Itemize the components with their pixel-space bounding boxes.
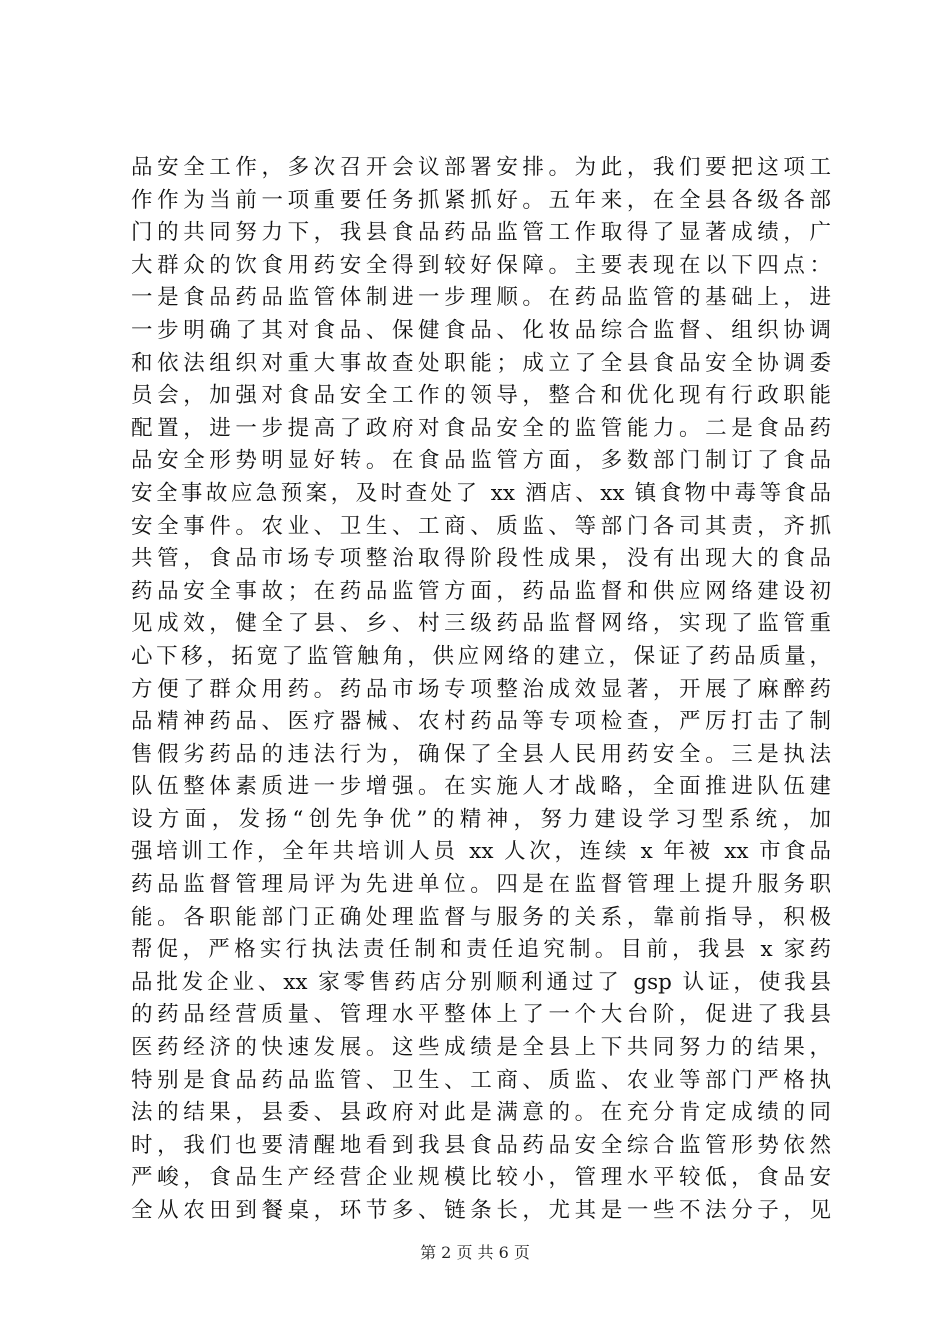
text-line: 帮促，严格实行执法责任制和责任追究制。目前，我县 x 家药 xyxy=(131,937,831,963)
text-line: 作作为当前一项重要任务抓紧抓好。五年来，在全县各级各部 xyxy=(131,187,831,213)
text-line: 员会，加强对食品安全工作的领导，整合和优化现有行政职能 xyxy=(131,383,831,409)
text-line: 一是食品药品监管体制进一步理顺。在药品监管的基础上，进 xyxy=(131,285,831,311)
text-line: 安全事故应急预案，及时查处了 xx 酒店、xx 镇食物中毒等食品 xyxy=(131,480,831,506)
text-line: 见成效，健全了县、乡、村三级药品监督网络，实现了监管重 xyxy=(131,611,831,637)
text-line: 方便了群众用药。药品市场专项整治成效显著，开展了麻醉药 xyxy=(131,676,831,702)
text-line: 门的共同努力下，我县食品药品监管工作取得了显著成绩，广 xyxy=(131,220,831,246)
page-footer: 第 2 页 共 6 页 xyxy=(420,1243,530,1262)
text-line: 队伍整体素质进一步增强。在实施人才战略，全面推进队伍建 xyxy=(131,774,831,800)
text-line: 强培训工作，全年共培训人员 xx 人次，连续 x 年被 xx 市食品 xyxy=(131,839,831,865)
text-line: 药品安全事故；在药品监管方面，药品监督和供应网络建设初 xyxy=(131,578,831,604)
text-line: 品安全形势明显好转。在食品监管方面，多数部门制订了食品 xyxy=(131,448,831,474)
text-line: 共管，食品市场专项整治取得阶段性成果，没有出现大的食品 xyxy=(131,546,831,572)
text-line: 品精神药品、医疗器械、农村药品等专项检查，严厉打击了制 xyxy=(131,709,831,735)
text-line: 心下移，拓宽了监管触角，供应网络的建立，保证了药品质量， xyxy=(131,643,831,669)
text-line: 和依法组织对重大事故查处职能；成立了全县食品安全协调委 xyxy=(131,350,831,376)
text-line: 严峻，食品生产经营企业规模比较小，管理水平较低，食品安 xyxy=(131,1165,831,1191)
text-line: 医药经济的快速发展。这些成绩是全县上下共同努力的结果， xyxy=(131,1035,831,1061)
text-line: 的药品经营质量、管理水平整体上了一个大台阶，促进了我县 xyxy=(131,1002,831,1028)
text-line: 全从农田到餐桌，环节多、链条长，尤其是一些不法分子，见 xyxy=(131,1198,831,1223)
text-line: 一步明确了其对食品、保健食品、化妆品综合监督、组织协调 xyxy=(131,317,831,343)
text-line: 能。各职能部门正确处理监督与服务的关系，靠前指导，积极 xyxy=(131,904,831,930)
text-line: 时，我们也要清醒地看到我县食品药品安全综合监管形势依然 xyxy=(131,1132,831,1158)
text-line: 品批发企业、xx 家零售药店分别顺利通过了 gsp 认证，使我县 xyxy=(131,969,831,995)
text-line: 法的结果，县委、县政府对此是满意的。在充分肯定成绩的同 xyxy=(131,1100,831,1126)
text-line: 配置，进一步提高了政府对食品安全的监管能力。二是食品药 xyxy=(131,415,831,441)
text-line: 药品监督管理局评为先进单位。四是在监督管理上提升服务职 xyxy=(131,872,831,898)
text-line: 特别是食品药品监管、卫生、工商、质监、农业等部门严格执 xyxy=(131,1067,831,1093)
body-text xyxy=(131,152,831,1228)
text-line: 大群众的饮食用药安全得到较好保障。主要表现在以下四点： xyxy=(131,252,831,278)
text-line: 售假劣药品的违法行为，确保了全县人民用药安全。三是执法 xyxy=(131,741,831,767)
text-line: 安全事件。农业、卫生、工商、质监、等部门各司其责，齐抓 xyxy=(131,513,831,539)
text-line: 设方面，发扬“创先争优”的精神，努力建设学习型系统，加 xyxy=(131,806,831,832)
text-line: 品安全工作，多次召开会议部署安排。为此，我们要把这项工 xyxy=(131,155,831,180)
